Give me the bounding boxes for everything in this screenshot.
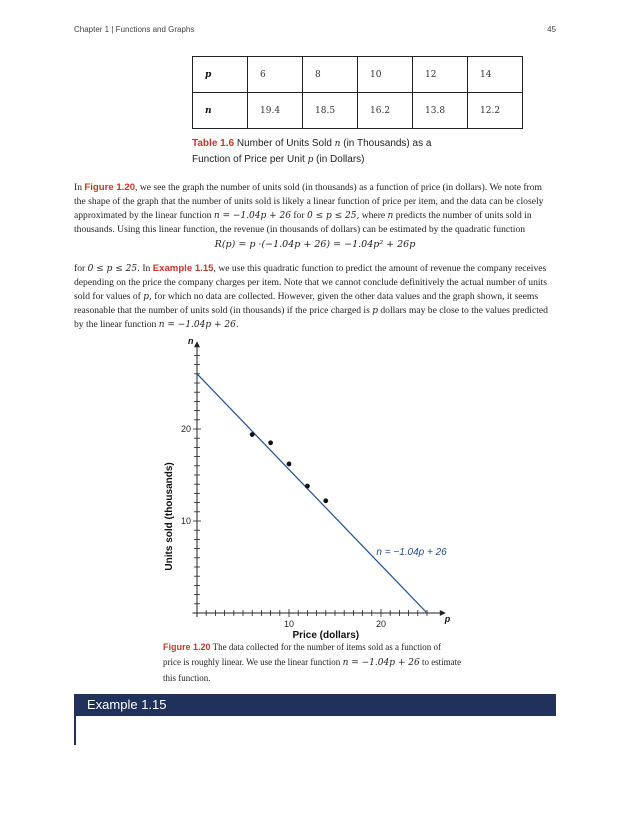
- math: n = −1.04p + 26: [213, 211, 291, 221]
- text: price is roughly linear. We use the linear function: [163, 657, 343, 667]
- math: 0 ≤ p ≤ 25.: [87, 264, 140, 274]
- x-tick-label: 20: [375, 619, 387, 629]
- text: approximated by the linear function: [74, 210, 214, 221]
- caption-text: (in Dollars): [313, 154, 365, 165]
- figure-caption-label: Figure 1.20: [163, 642, 211, 652]
- data-point: [287, 462, 292, 467]
- example-side-bar: [74, 716, 76, 745]
- text: sold for values of: [74, 291, 144, 302]
- y-tick-label: 10: [180, 516, 191, 526]
- figure-link[interactable]: Figure 1.20: [84, 182, 136, 193]
- text: depending on the price the company charges per item. Note that we cannot conclude definitively the actual number of units: [74, 277, 547, 288]
- x-tick-label: 10: [283, 619, 295, 629]
- text: reasonable that the number of units sold (in thousands) if the price charged is: [74, 305, 373, 316]
- table-cell: 18.5: [303, 93, 358, 129]
- table-cell: 12.2: [468, 93, 523, 129]
- math: p,: [143, 292, 152, 302]
- math: p: [372, 306, 378, 316]
- data-point: [250, 432, 255, 437]
- text: by the linear function: [74, 319, 159, 330]
- math: n = −1.04p + 26.: [158, 320, 239, 330]
- table-caption-label: Table 1.6: [192, 138, 235, 149]
- example-heading: Example 1.15: [74, 694, 556, 716]
- math: n: [387, 211, 394, 221]
- y-axis-variable: n: [188, 336, 194, 347]
- y-tick-label: 20: [180, 424, 191, 434]
- table-cell: 10: [358, 57, 413, 93]
- text: thousands. Using this linear function, the revenue (in thousands of dollars) can be estimated by the quadratic function: [74, 224, 526, 235]
- fit-line-label: n = −1.04p + 26: [376, 547, 447, 559]
- example-link[interactable]: Example 1.15: [152, 263, 214, 274]
- y-axis-label: Units sold (thousands): [164, 462, 175, 571]
- y-axis-arrow: [194, 341, 200, 347]
- text: to estimate: [419, 657, 462, 667]
- page-number: 45: [547, 25, 556, 34]
- math: 0 ≤ p ≤ 25,: [306, 211, 360, 221]
- revenue-equation: R(p) = p ·(−1.04p + 26) = −1.04p² + 26p: [214, 239, 416, 250]
- text: for: [291, 210, 307, 221]
- text: In: [74, 182, 85, 193]
- x-axis-variable: p: [444, 614, 451, 624]
- text: the shape of the graph that the number of units sold is likely a linear function of price per item, and the data can be closely: [74, 196, 544, 207]
- text: , we use this quadratic function to predict the amount of revenue the company receives: [213, 263, 547, 274]
- fit-line: [197, 374, 427, 613]
- x-axis-label: Price (dollars): [292, 630, 360, 641]
- table-cell: 19.4: [248, 93, 303, 129]
- table-cell: 14: [468, 57, 523, 93]
- table-row-head: p: [193, 57, 248, 93]
- text: for: [74, 263, 88, 274]
- math: n = −1.04p + 26: [342, 658, 420, 668]
- text: , we see the graph the number of units sold (in thousands) as a function of price (in dollars). We note from: [135, 182, 542, 193]
- caption-text: (in Thousands) as a: [340, 138, 432, 149]
- text: dollars may be close to the values predicted: [377, 305, 548, 316]
- table-cell: 8: [303, 57, 358, 93]
- data-point: [305, 484, 310, 489]
- text: The data collected for the number of items sold as a function of: [210, 642, 442, 652]
- text: predicts the number of units sold in: [393, 210, 532, 221]
- text: where: [359, 210, 388, 221]
- table-cell: 6: [248, 57, 303, 93]
- table-cell: 12: [413, 57, 468, 93]
- caption-text: Number of Units Sold: [234, 138, 335, 149]
- table-row-head: n: [193, 93, 248, 129]
- table-cell: 13.8: [413, 93, 468, 129]
- data-point: [323, 498, 328, 503]
- caption-var: n: [334, 139, 341, 149]
- data-point: [268, 440, 273, 445]
- running-header: Chapter 1 | Functions and Graphs: [74, 25, 195, 34]
- caption-var: p: [307, 155, 314, 165]
- text: this function.: [163, 673, 211, 683]
- caption-text: Function of Price per Unit: [192, 154, 308, 165]
- table-cell: 16.2: [358, 93, 413, 129]
- text: for which no data are collected. However, given the other data values and the graph shown, it seems: [151, 291, 539, 302]
- text: In: [139, 263, 153, 274]
- figure-caption: [163, 640, 473, 686]
